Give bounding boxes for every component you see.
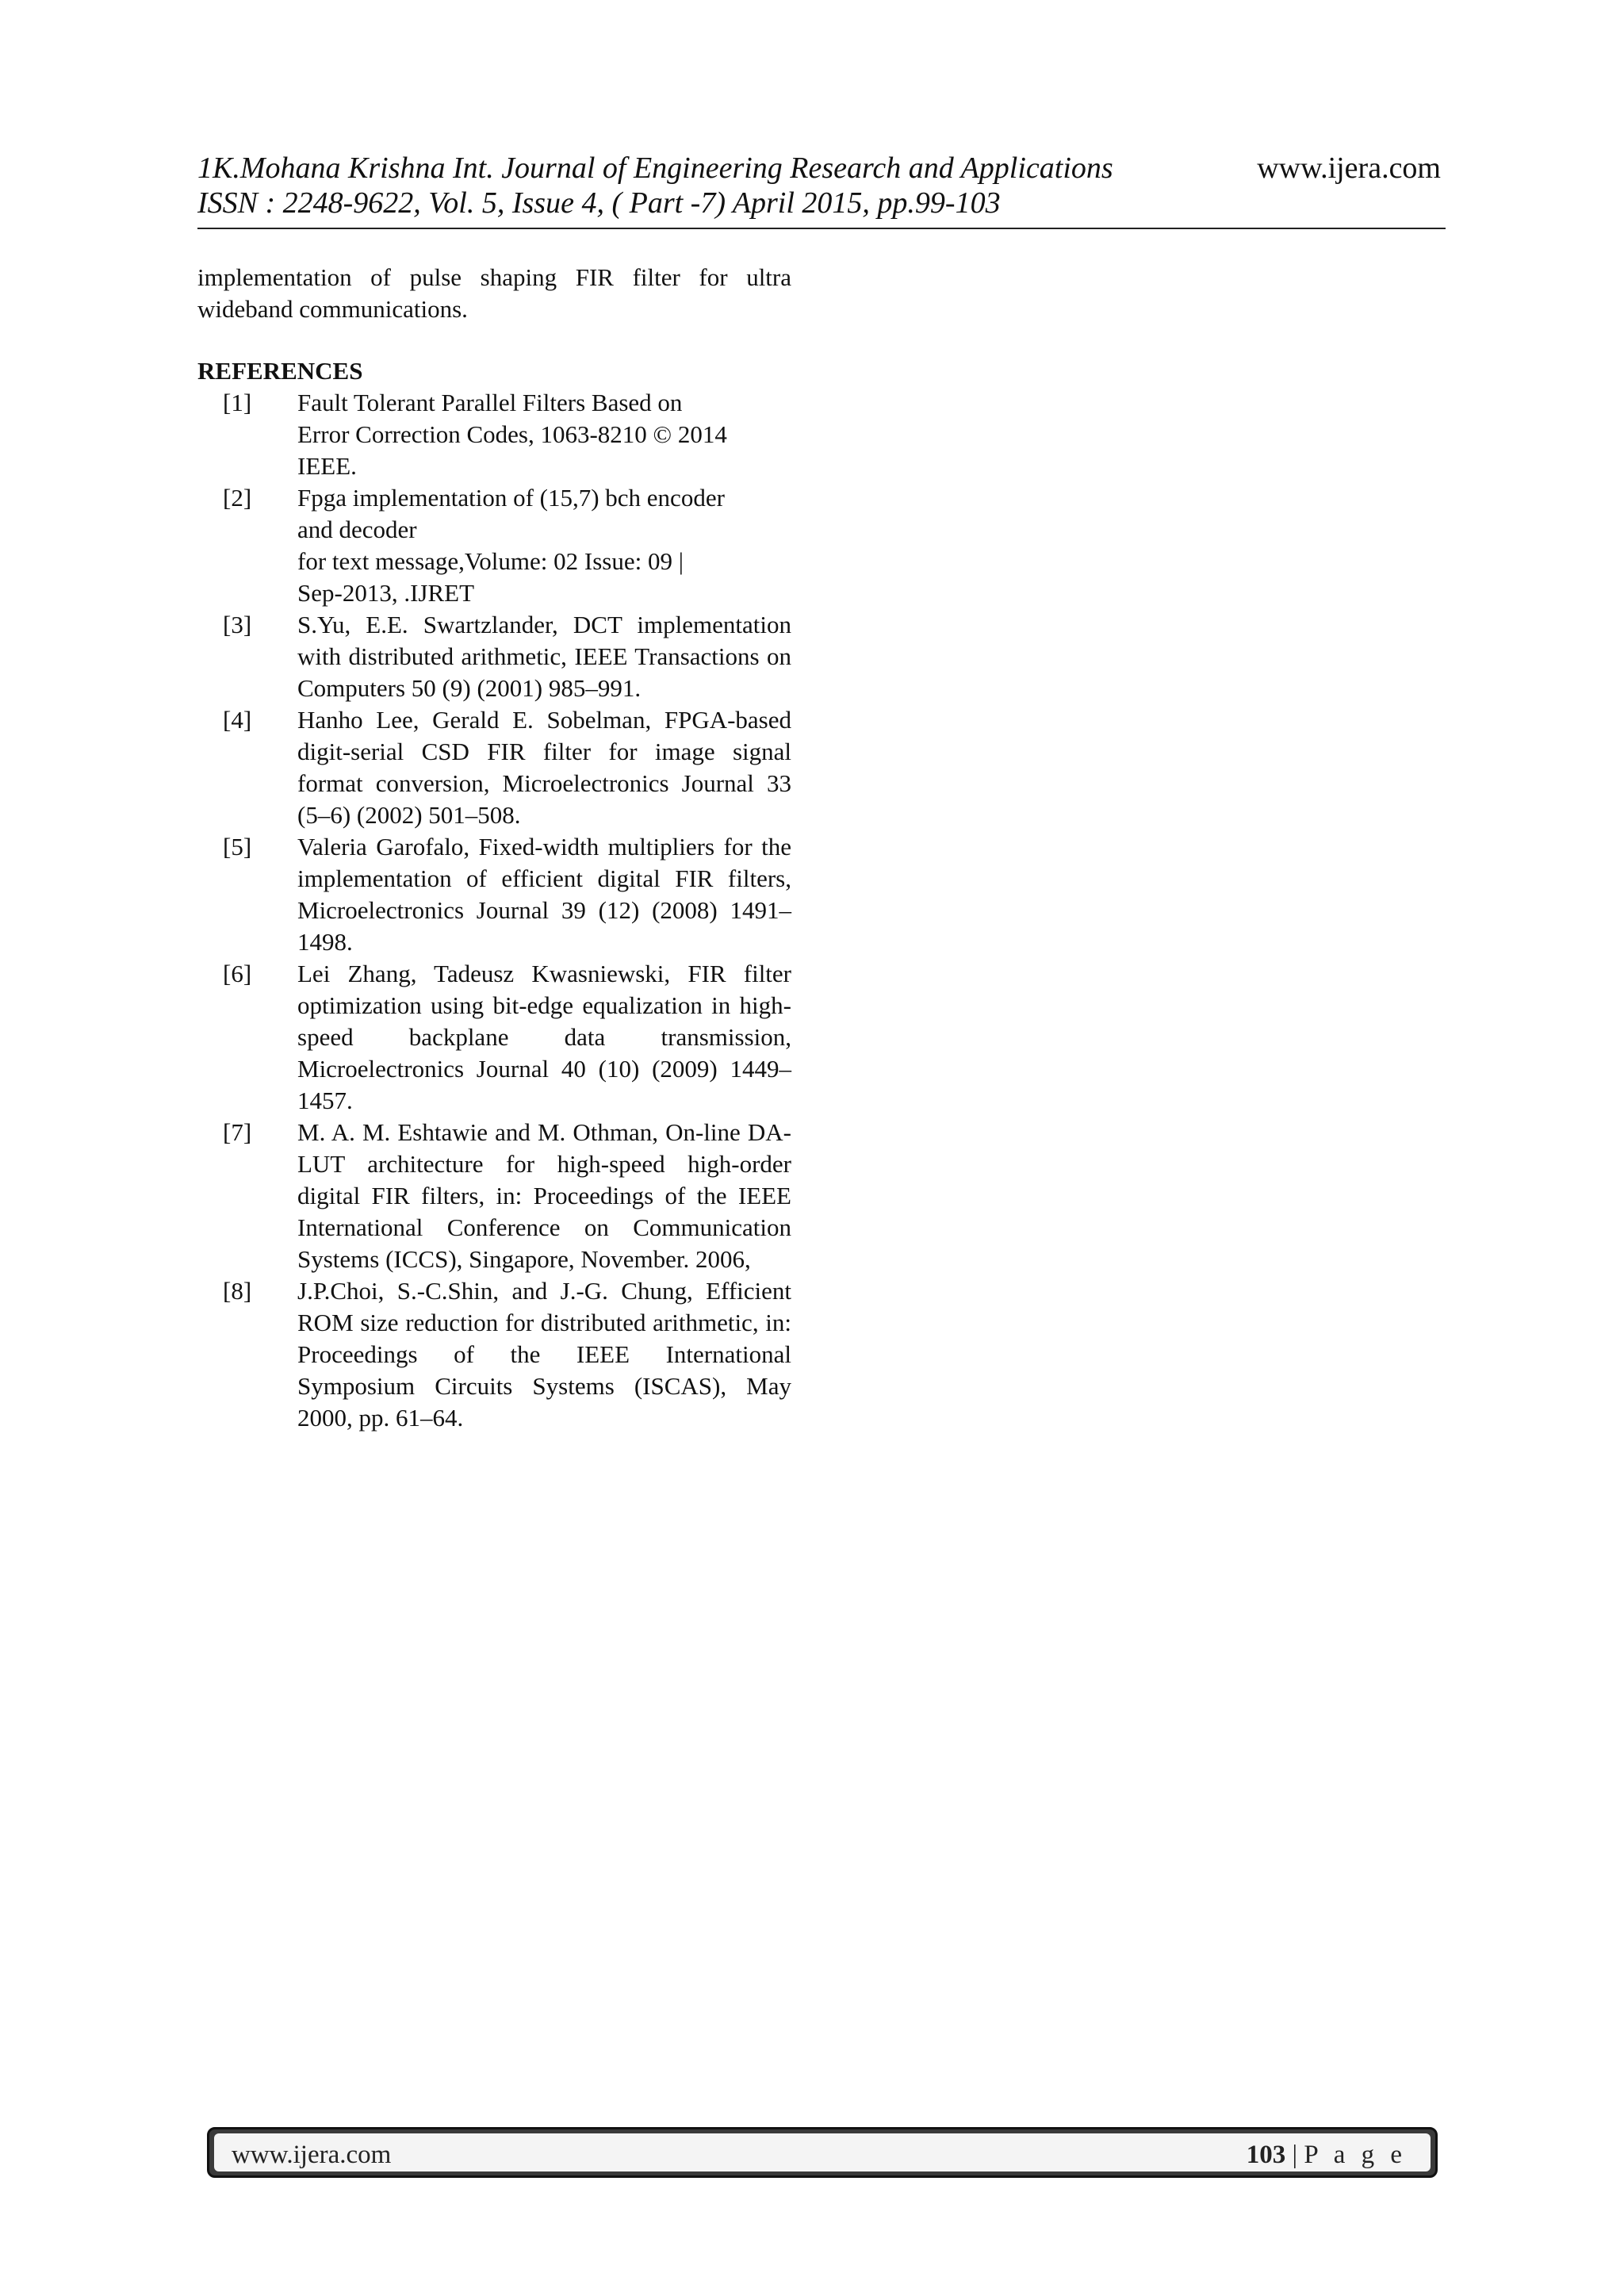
page-number-label	[1247, 2140, 1407, 2170]
footer-panel	[214, 2133, 1431, 2171]
header-url-link[interactable]: www.ijera.com	[1257, 151, 1441, 185]
reference-text: Hanho Lee, Gerald E. Sobelman, FPGA-based digit-serial CSD FIR filter for image signal format conversion, Microelectronics Journal 33 (5–6) (2002) 501–508.	[297, 706, 791, 829]
journal-title: 1K.Mohana Krishna Int. Journal of Engineering Research and Applications	[197, 151, 1113, 185]
reference-number: [3]	[223, 611, 252, 638]
reference-text: Valeria Garofalo, Fixed-width multipliers for the implementation of efficient digital FIR filters, Microelectronics Journal 39 (12) (2008) 1491–1498.	[297, 833, 791, 956]
reference-number: [2]	[223, 484, 252, 512]
reference-item-2	[197, 482, 791, 609]
reference-item-6	[197, 958, 791, 1117]
reference-text: M. A. M. Eshtawie and M. Othman, On-line DA-LUT architecture for high-speed high-order digital FIR filters, in: Proceedings of the IEEE International Conference on Communication Systems (ICCS), Singapore, November. 2006,	[297, 1118, 791, 1273]
reference-text: J.P.Choi, S.-C.Shin, and J.-G. Chung, Efficient ROM size reduction for distributed arithmetic, in: Proceedings of the IEEE International Symposium Circuits Systems (ISCAS), May 2000, pp. 61–64.	[297, 1277, 791, 1432]
reference-line: for text message,Volume: 02 Issue: 09 |	[297, 547, 684, 575]
page-header	[197, 151, 1441, 230]
reference-item-3	[197, 609, 791, 704]
footer-url-link[interactable]: www.ijera.com	[232, 2141, 392, 2169]
reference-list	[197, 387, 791, 1434]
reference-line: Error Correction Codes, 1063-8210 © 2014	[297, 420, 727, 448]
reference-text: Lei Zhang, Tadeusz Kwasniewski, FIR filter optimization using bit-edge equalization in high-speed backplane data transmission, Microelectronics Journal 40 (10) (2009) 1449–1457.	[297, 960, 791, 1114]
reference-number: [8]	[223, 1277, 252, 1305]
reference-item-4	[197, 704, 791, 831]
reference-number: [6]	[223, 960, 252, 987]
page-number: 103	[1246, 2141, 1286, 2169]
intro-paragraph: implementation of pulse shaping FIR filter for ultra wideband communications.	[197, 263, 791, 323]
references-heading: REFERENCES	[197, 357, 363, 385]
reference-item-7	[197, 1117, 791, 1275]
reference-item-1	[197, 387, 791, 482]
reference-line: Fpga implementation of (15,7) bch encoder	[297, 484, 725, 512]
reference-number: [7]	[223, 1118, 252, 1146]
reference-line: IEEE.	[297, 452, 357, 480]
left-column	[197, 262, 791, 1434]
reference-text: S.Yu, E.E. Swartzlander, DCT implementation with distributed arithmetic, IEEE Transactions on Computers 50 (9) (2001) 985–991.	[297, 611, 791, 702]
reference-line: and decoder	[297, 516, 417, 543]
reference-number: [1]	[223, 389, 252, 416]
page-word: P a g e	[1304, 2141, 1407, 2169]
page-separator: |	[1292, 2141, 1298, 2169]
page-footer	[207, 2127, 1438, 2178]
reference-item-5	[197, 831, 791, 958]
reference-item-8	[197, 1275, 791, 1434]
reference-number: [4]	[223, 706, 252, 734]
reference-number: [5]	[223, 833, 252, 861]
reference-line: Fault Tolerant Parallel Filters Based on	[297, 389, 683, 416]
issn-line: ISSN : 2248-9622, Vol. 5, Issue 4, ( Part -7) April 2015, pp.99-103	[197, 186, 1001, 220]
reference-line: Sep-2013, .IJRET	[297, 579, 475, 607]
header-divider	[197, 228, 1446, 229]
